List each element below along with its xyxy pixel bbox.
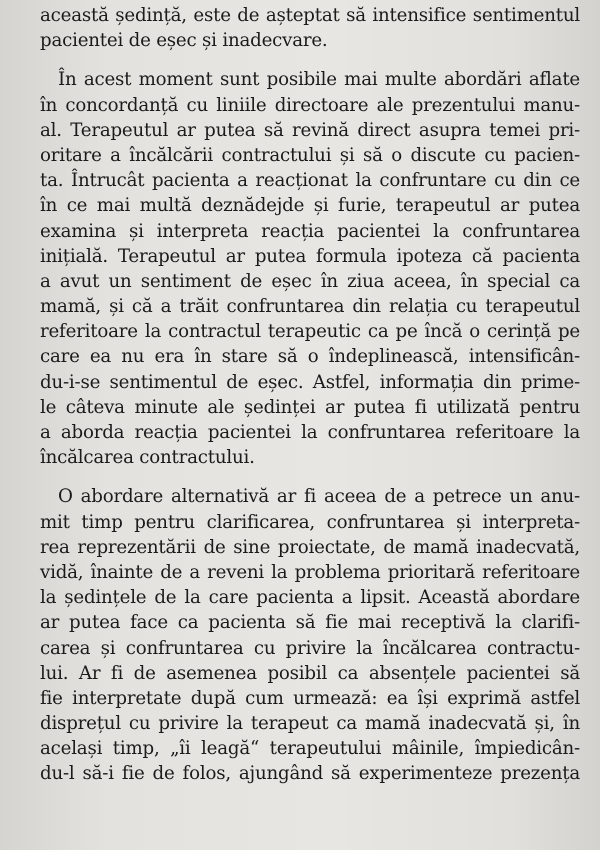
text-line: referitoare la contractul terapeutic ca pe încă o cerință pe xyxy=(40,321,580,343)
text-line: la ședințele de la care pacienta a lipsit. Această abordare xyxy=(40,587,580,609)
text-line: ta. Întrucât pacienta a reacționat la confruntare cu din ce xyxy=(40,170,580,192)
text-line: ar putea face ca pacienta să fie mai receptivă la clarifi- xyxy=(40,612,580,634)
text-line: același timp, „îi leagă“ terapeutului mâinile, împiedicân- xyxy=(40,738,580,760)
text-line: a aborda reacția pacientei la confruntarea referitoare la xyxy=(40,422,580,443)
text-column xyxy=(40,3,580,787)
text-line: rea reprezentării de sine proiectate, de mamă inadecvată, xyxy=(40,536,580,558)
text-line: examina și interpreta reacția pacientei la confruntarea xyxy=(40,220,580,242)
text-line: al. Terapeutul ar putea să revină direct asupra temei pri- xyxy=(40,119,580,141)
text-line: în ce mai multă deznădejde și furie, terapeutul ar putea xyxy=(40,195,580,217)
text-line: inițială. Terapeutul ar putea formula ipoteza că pacienta xyxy=(40,245,580,267)
text-line: încălcarea contractului. xyxy=(40,447,255,469)
text-line: disprețul cu privire la terapeut ca mamă inadecvată și, în xyxy=(40,713,580,735)
text-line: O abordare alternativă ar fi aceea de a petrece un anu- xyxy=(58,486,580,508)
paragraph-3 xyxy=(40,484,580,786)
text-line: mit timp pentru clarificarea, confruntarea și interpreta- xyxy=(40,511,580,533)
text-line: această ședință, este de așteptat să intensifice sentimentul xyxy=(40,5,580,26)
text-line: pacientei de eșec și inadecvare. xyxy=(40,30,328,52)
text-line: care ea nu era în stare să o îndeplinească, intensificân- xyxy=(40,346,580,368)
text-line: În acest moment sunt posibile mai multe abordări aflate xyxy=(58,69,580,91)
text-line: lui. Ar fi de asemenea posibil ca absențele pacientei să xyxy=(40,662,580,684)
text-line: le câteva minute ale ședinței ar putea fi utilizată pentru xyxy=(40,396,580,418)
text-line: fie interpretate după cum urmează: ea își exprimă astfel xyxy=(40,687,580,709)
paragraph-1 xyxy=(40,3,580,53)
paragraph-2 xyxy=(40,67,580,470)
text-line: oritare a încălcării contractului și să o discute cu pacien- xyxy=(40,144,580,166)
text-line: vidă, înainte de a reveni la problema prioritară referitoare xyxy=(40,561,580,583)
text-line: carea și confruntarea cu privire la încălcarea contractu- xyxy=(40,637,580,659)
text-line: du-l să-i fie de folos, ajungând să experimenteze prezența xyxy=(40,763,580,785)
text-line: du-i-se sentimentul de eșec. Astfel, informația din prime- xyxy=(40,371,580,393)
text-line: a avut un sentiment de eșec în ziua aceea, în special ca xyxy=(40,270,580,292)
text-line: în concordanță cu liniile directoare ale prezentului manu- xyxy=(40,94,580,116)
text-line: mamă, și că a trăit confruntarea din relația cu terapeutul xyxy=(40,296,580,318)
